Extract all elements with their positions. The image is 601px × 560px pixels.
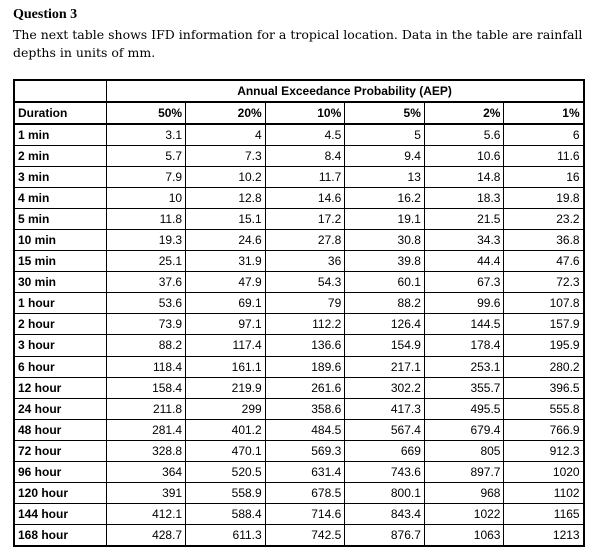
value-cell: 211.8: [106, 398, 186, 419]
value-cell: 6: [504, 124, 584, 146]
value-cell: 10: [106, 188, 186, 209]
value-cell: 112.2: [265, 314, 345, 335]
value-cell: 364: [106, 461, 186, 482]
value-cell: 34.3: [424, 230, 504, 251]
column-header: 20%: [186, 102, 266, 124]
value-cell: 161.1: [186, 356, 266, 377]
question-text: The next table shows IFD information for a tropical location. Data in the table are rainfall depths in units of mm.: [13, 27, 583, 60]
duration-cell: 10 min: [14, 230, 106, 251]
value-cell: 21.5: [424, 209, 504, 230]
value-cell: 72.3: [504, 272, 584, 293]
table-row: [14, 209, 584, 230]
value-cell: 14.6: [265, 188, 345, 209]
value-cell: 391: [106, 482, 186, 503]
table-row: [14, 188, 584, 209]
value-cell: 97.1: [186, 314, 266, 335]
value-cell: 31.9: [186, 251, 266, 272]
value-cell: 569.3: [265, 440, 345, 461]
value-cell: 5.7: [106, 146, 186, 167]
value-cell: 136.6: [265, 335, 345, 356]
value-cell: 219.9: [186, 377, 266, 398]
group-header-row: [14, 80, 584, 102]
aep-group-header: Annual Exceedance Probability (AEP): [106, 80, 584, 102]
duration-cell: 3 min: [14, 167, 106, 188]
value-cell: 44.4: [424, 251, 504, 272]
table-row: [14, 124, 584, 146]
value-cell: 60.1: [345, 272, 425, 293]
value-cell: 37.6: [106, 272, 186, 293]
duration-header: Duration: [14, 102, 106, 124]
value-cell: 99.6: [424, 293, 504, 314]
value-cell: 401.2: [186, 419, 266, 440]
duration-cell: 1 hour: [14, 293, 106, 314]
table-row: [14, 167, 584, 188]
value-cell: 12.8: [186, 188, 266, 209]
table-row: [14, 482, 584, 503]
value-cell: 144.5: [424, 314, 504, 335]
value-cell: 302.2: [345, 377, 425, 398]
duration-cell: 5 min: [14, 209, 106, 230]
duration-cell: 12 hour: [14, 377, 106, 398]
value-cell: 800.1: [345, 482, 425, 503]
ifd-table: [13, 79, 585, 547]
table-row: [14, 146, 584, 167]
value-cell: 412.1: [106, 503, 186, 524]
value-cell: 280.2: [504, 356, 584, 377]
duration-cell: 24 hour: [14, 398, 106, 419]
table-row: [14, 419, 584, 440]
value-cell: 1102: [504, 482, 584, 503]
value-cell: 261.6: [265, 377, 345, 398]
duration-cell: 1 min: [14, 124, 106, 146]
table-row: [14, 314, 584, 335]
value-cell: 567.4: [345, 419, 425, 440]
duration-cell: 48 hour: [14, 419, 106, 440]
value-cell: 1165: [504, 503, 584, 524]
value-cell: 9.4: [345, 146, 425, 167]
value-cell: 7.3: [186, 146, 266, 167]
value-cell: 16: [504, 167, 584, 188]
value-cell: 253.1: [424, 356, 504, 377]
value-cell: 10.2: [186, 167, 266, 188]
value-cell: 679.4: [424, 419, 504, 440]
value-cell: 669: [345, 440, 425, 461]
value-cell: 805: [424, 440, 504, 461]
value-cell: 4: [186, 124, 266, 146]
value-cell: 117.4: [186, 335, 266, 356]
value-cell: 16.2: [345, 188, 425, 209]
value-cell: 8.4: [265, 146, 345, 167]
value-cell: 47.9: [186, 272, 266, 293]
value-cell: 107.8: [504, 293, 584, 314]
value-cell: 520.5: [186, 461, 266, 482]
value-cell: 24.6: [186, 230, 266, 251]
table-row: [14, 524, 584, 546]
value-cell: 3.1: [106, 124, 186, 146]
value-cell: 555.8: [504, 398, 584, 419]
duration-cell: 3 hour: [14, 335, 106, 356]
value-cell: 73.9: [106, 314, 186, 335]
value-cell: 27.8: [265, 230, 345, 251]
value-cell: 611.3: [186, 524, 266, 546]
value-cell: 4.5: [265, 124, 345, 146]
value-cell: 558.9: [186, 482, 266, 503]
value-cell: 5: [345, 124, 425, 146]
value-cell: 10.6: [424, 146, 504, 167]
value-cell: 118.4: [106, 356, 186, 377]
duration-cell: 30 min: [14, 272, 106, 293]
value-cell: 766.9: [504, 419, 584, 440]
duration-cell: 144 hour: [14, 503, 106, 524]
value-cell: 79: [265, 293, 345, 314]
column-header: 2%: [424, 102, 504, 124]
value-cell: 588.4: [186, 503, 266, 524]
value-cell: 742.5: [265, 524, 345, 546]
value-cell: 189.6: [265, 356, 345, 377]
value-cell: 195.9: [504, 335, 584, 356]
value-cell: 15.1: [186, 209, 266, 230]
value-cell: 714.6: [265, 503, 345, 524]
value-cell: 126.4: [345, 314, 425, 335]
table-row: [14, 377, 584, 398]
value-cell: 876.7: [345, 524, 425, 546]
value-cell: 19.1: [345, 209, 425, 230]
value-cell: 88.2: [345, 293, 425, 314]
value-cell: 968: [424, 482, 504, 503]
value-cell: 484.5: [265, 419, 345, 440]
value-cell: 19.3: [106, 230, 186, 251]
column-header: 50%: [106, 102, 186, 124]
value-cell: 11.8: [106, 209, 186, 230]
value-cell: 495.5: [424, 398, 504, 419]
table-row: [14, 461, 584, 482]
value-cell: 396.5: [504, 377, 584, 398]
value-cell: 154.9: [345, 335, 425, 356]
table-body: [14, 124, 584, 546]
value-cell: 470.1: [186, 440, 266, 461]
value-cell: 328.8: [106, 440, 186, 461]
value-cell: 14.8: [424, 167, 504, 188]
value-cell: 17.2: [265, 209, 345, 230]
value-cell: 36: [265, 251, 345, 272]
value-cell: 5.6: [424, 124, 504, 146]
value-cell: 743.6: [345, 461, 425, 482]
value-cell: 25.1: [106, 251, 186, 272]
value-cell: 11.6: [504, 146, 584, 167]
value-cell: 30.8: [345, 230, 425, 251]
duration-cell: 2 hour: [14, 314, 106, 335]
value-cell: 217.1: [345, 356, 425, 377]
value-cell: 428.7: [106, 524, 186, 546]
value-cell: 18.3: [424, 188, 504, 209]
table-row: [14, 335, 584, 356]
question-title: Question 3: [13, 7, 78, 22]
value-cell: 178.4: [424, 335, 504, 356]
column-header: 1%: [504, 102, 584, 124]
value-cell: 897.7: [424, 461, 504, 482]
value-cell: 19.8: [504, 188, 584, 209]
table-row: [14, 440, 584, 461]
value-cell: 39.8: [345, 251, 425, 272]
value-cell: 417.3: [345, 398, 425, 419]
value-cell: 11.7: [265, 167, 345, 188]
duration-cell: 120 hour: [14, 482, 106, 503]
duration-cell: 96 hour: [14, 461, 106, 482]
duration-cell: 2 min: [14, 146, 106, 167]
blank-corner-cell: [14, 80, 106, 102]
duration-cell: 6 hour: [14, 356, 106, 377]
value-cell: 358.6: [265, 398, 345, 419]
value-cell: 158.4: [106, 377, 186, 398]
table-row: [14, 272, 584, 293]
value-cell: 355.7: [424, 377, 504, 398]
column-header: 10%: [265, 102, 345, 124]
duration-cell: 168 hour: [14, 524, 106, 546]
value-cell: 23.2: [504, 209, 584, 230]
value-cell: 1020: [504, 461, 584, 482]
value-cell: 912.3: [504, 440, 584, 461]
value-cell: 281.4: [106, 419, 186, 440]
value-cell: 36.8: [504, 230, 584, 251]
table-row: [14, 230, 584, 251]
duration-cell: 4 min: [14, 188, 106, 209]
value-cell: 54.3: [265, 272, 345, 293]
duration-cell: 15 min: [14, 251, 106, 272]
table-row: [14, 293, 584, 314]
table-row: [14, 503, 584, 524]
value-cell: 843.4: [345, 503, 425, 524]
value-cell: 1063: [424, 524, 504, 546]
value-cell: 47.6: [504, 251, 584, 272]
value-cell: 678.5: [265, 482, 345, 503]
duration-cell: 72 hour: [14, 440, 106, 461]
value-cell: 13: [345, 167, 425, 188]
table-row: [14, 356, 584, 377]
table-row: [14, 251, 584, 272]
table-row: [14, 398, 584, 419]
value-cell: 88.2: [106, 335, 186, 356]
value-cell: 1022: [424, 503, 504, 524]
value-cell: 157.9: [504, 314, 584, 335]
value-cell: 53.6: [106, 293, 186, 314]
column-header-row: [14, 102, 584, 124]
column-header: 5%: [345, 102, 425, 124]
value-cell: 7.9: [106, 167, 186, 188]
value-cell: 67.3: [424, 272, 504, 293]
value-cell: 631.4: [265, 461, 345, 482]
value-cell: 1213: [504, 524, 584, 546]
value-cell: 299: [186, 398, 266, 419]
value-cell: 69.1: [186, 293, 266, 314]
